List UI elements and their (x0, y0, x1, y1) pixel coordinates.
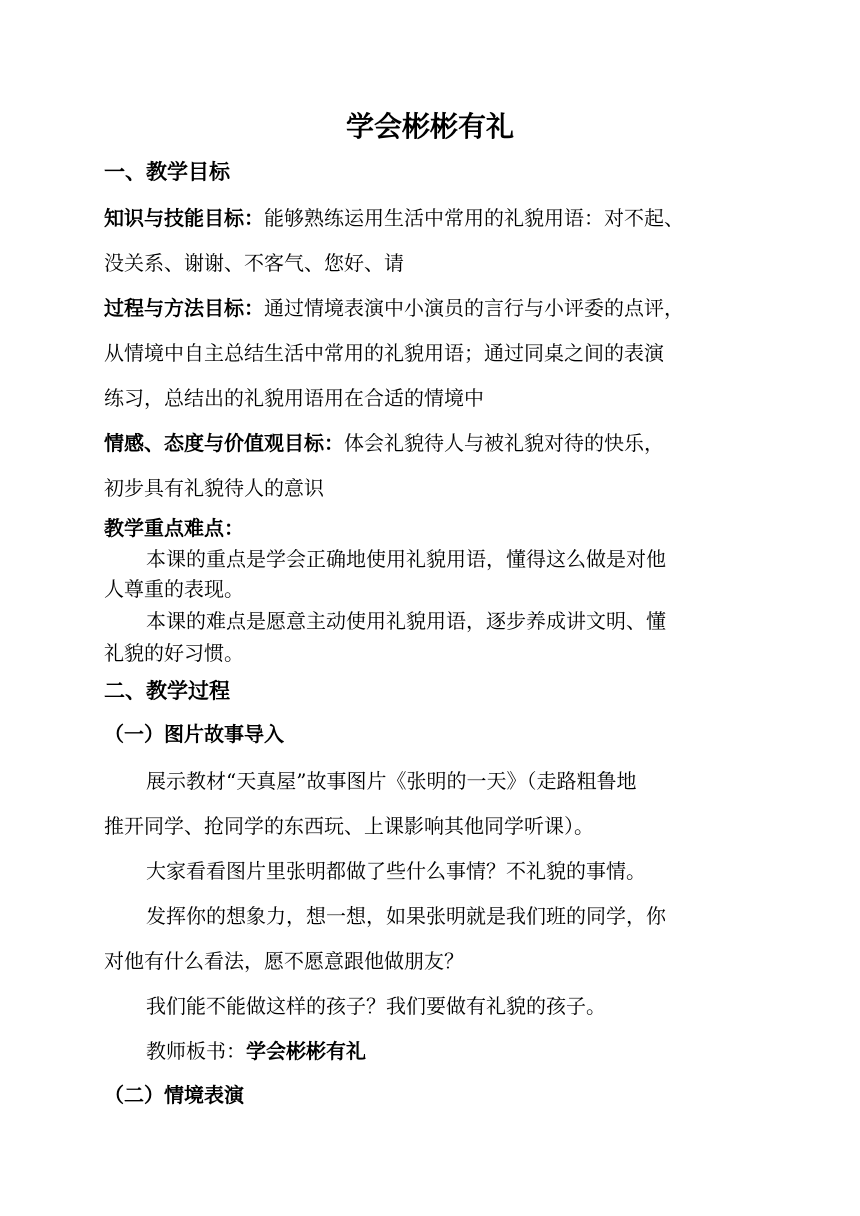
process-objective-line-2: 从情境中自主总结生活中常用的礼貌用语；通过同桌之间的表演 (104, 341, 664, 365)
process-objective-line-3: 练习，总结出的礼貌用语用在合适的情境中 (104, 386, 484, 410)
section-heading-process: 二、教学过程 (104, 679, 230, 703)
subsection-heading-picture-story: （一）图片故事导入 (104, 722, 284, 746)
subsection-heading-role-play: （二）情境表演 (104, 1083, 244, 1107)
process-objective-label: 过程与方法目标： (104, 296, 264, 320)
blackboard-note-title: 学会彬彬有礼 (246, 1039, 366, 1063)
keypoints-para-1-line-2: 人尊重的表现。 (104, 577, 244, 601)
page-title: 学会彬彬有礼 (345, 110, 514, 143)
emotion-objective-line-2: 初步具有礼貌待人的意识 (104, 476, 324, 500)
picture-story-para-3-line-2: 对他有什么看法，愿不愿意跟他做朋友？ (104, 949, 464, 973)
emotion-objective-line-1 (104, 431, 664, 455)
process-objective-text: 通过情境表演中小演员的言行与小评委的点评， (264, 296, 684, 320)
knowledge-objective-text: 能够熟练运用生活中常用的礼貌用语：对不起、 (264, 206, 684, 230)
keypoints-label: 教学重点难点： (104, 516, 244, 540)
blackboard-note-prefix: 教师板书： (146, 1039, 246, 1063)
keypoints-para-1-line-1: 本课的重点是学会正确地使用礼貌用语，懂得这么做是对他 (146, 547, 666, 571)
picture-story-para-1-line-1: 展示教材“天真屋”故事图片《张明的一天》（走路粗鲁地 (146, 769, 637, 793)
keypoints-para-2-line-2: 礼貌的好习惯。 (104, 641, 244, 665)
picture-story-para-1-line-2: 推开同学、抢同学的东西玩、上课影响其他同学听课）。 (104, 814, 594, 838)
picture-story-para-3-line-1: 发挥你的想象力，想一想，如果张明就是我们班的同学，你 (146, 904, 666, 928)
emotion-objective-label: 情感、态度与价值观目标： (104, 431, 344, 455)
emotion-objective-text: 体会礼貌待人与被礼貌对待的快乐， (344, 431, 664, 455)
knowledge-objective-label: 知识与技能目标： (104, 206, 264, 230)
process-objective-line-1 (104, 296, 684, 320)
picture-story-para-4: 我们能不能做这样的孩子？我们要做有礼貌的孩子。 (146, 994, 606, 1018)
keypoints-para-2-line-1: 本课的难点是愿意主动使用礼貌用语，逐步养成讲文明、懂 (146, 609, 666, 633)
knowledge-objective-line-1 (104, 206, 684, 230)
knowledge-objective-line-2: 没关系、谢谢、不客气、您好、请 (104, 251, 404, 275)
blackboard-note (146, 1039, 366, 1063)
picture-story-para-2: 大家看看图片里张明都做了些什么事情？不礼貌的事情。 (146, 859, 646, 883)
section-heading-objectives: 一、教学目标 (104, 160, 230, 184)
